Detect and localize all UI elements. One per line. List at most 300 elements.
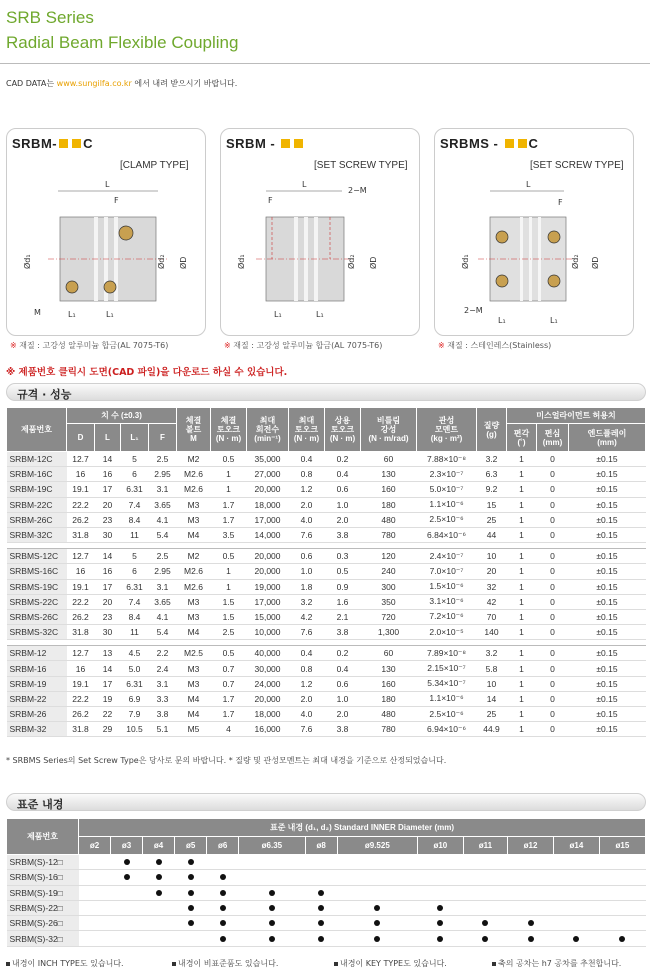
- spec-cell: 1.0: [325, 497, 361, 512]
- bore-size-header: ø4: [143, 837, 175, 855]
- spec-cell: 7.0×10⁻⁷: [417, 564, 477, 579]
- bore-product-name: SRBM(S)-12□: [7, 855, 79, 870]
- bore-cell: [239, 855, 306, 870]
- spec-cell: 60: [361, 646, 417, 661]
- spec-cell: 0: [537, 482, 569, 497]
- spec-cell: 3.2: [477, 452, 507, 467]
- col-bolt: 체결 볼트 M: [177, 408, 211, 452]
- spec-cell: 5.4: [149, 527, 177, 542]
- product-number-link[interactable]: SRBMS-22C: [7, 594, 67, 609]
- spec-cell: 10: [477, 549, 507, 564]
- panel-type-clamp: [CLAMP TYPE]: [120, 160, 189, 171]
- bore-cell: [463, 885, 507, 900]
- spec-cell: 2.1: [325, 609, 361, 624]
- col-torque: 체결 토오크 (N · m): [211, 408, 247, 452]
- bore-cell: [508, 885, 554, 900]
- available-dot: [269, 890, 275, 896]
- spec-cell: 1.2: [289, 482, 325, 497]
- bore-cell: [175, 870, 207, 885]
- bore-cell: [508, 916, 554, 931]
- bore-section-bar: [6, 793, 646, 811]
- available-dot: [188, 859, 194, 865]
- svg-text:L₁: L₁: [106, 310, 114, 319]
- series-subtitle: Radial Beam Flexible Coupling: [6, 33, 239, 52]
- material-clamp: ※ 재질 : 고강성 알루미늄 합금(AL 7075-T6): [10, 341, 169, 350]
- product-number-link[interactable]: SRBMS-19C: [7, 579, 67, 594]
- spec-cell: M3: [177, 512, 211, 527]
- bore-cell: [239, 931, 306, 946]
- col-maxtorque: 최대 토오크 (N · m): [289, 408, 325, 452]
- spec-cell: 2.5: [149, 452, 177, 467]
- col-product: 제품번호: [7, 408, 67, 452]
- spec-section-bar: [6, 383, 646, 401]
- spec-cell: 12.7: [67, 646, 95, 661]
- spec-cell: ±0.15: [569, 722, 646, 737]
- spec-cell: 7.88×10⁻⁸: [417, 452, 477, 467]
- spec-row: [7, 497, 646, 512]
- svg-text:Ød₂: Ød₂: [571, 254, 580, 269]
- spec-cell: 0: [537, 646, 569, 661]
- spec-cell: 0.8: [289, 661, 325, 676]
- svg-text:L₁: L₁: [274, 310, 282, 319]
- spec-cell: 23: [95, 609, 121, 624]
- spec-row: [7, 482, 646, 497]
- bore-cell: [175, 900, 207, 915]
- available-dot: [156, 874, 162, 880]
- spec-cell: 1.5: [211, 609, 247, 624]
- col-misalign: 미스얼라이먼트 허용치: [507, 408, 646, 424]
- spec-row: [7, 609, 646, 624]
- spec-cell: ±0.15: [569, 482, 646, 497]
- bore-cell: [175, 885, 207, 900]
- svg-text:L₁: L₁: [498, 316, 506, 325]
- spec-cell: 2.95: [149, 564, 177, 579]
- bore-cell: [111, 885, 143, 900]
- svg-text:2−M: 2−M: [464, 306, 483, 315]
- bore-cell: [207, 855, 239, 870]
- spec-cell: 0: [537, 527, 569, 542]
- product-number-link[interactable]: SRBM-26C: [7, 512, 67, 527]
- available-dot: [374, 905, 380, 911]
- spec-cell: 8.4: [121, 609, 149, 624]
- bore-section-title: 표준 내경: [17, 798, 64, 811]
- spec-cell: 6: [121, 564, 149, 579]
- spec-cell: 25: [477, 707, 507, 722]
- bore-cell: [599, 885, 645, 900]
- product-number-link[interactable]: SRBM-22: [7, 691, 67, 706]
- spec-cell: ±0.15: [569, 594, 646, 609]
- bore-row: [7, 885, 646, 900]
- bore-cell: [79, 885, 111, 900]
- spec-cell: M3: [177, 594, 211, 609]
- bore-cell: [417, 870, 463, 885]
- bore-product-name: SRBM(S)-19□: [7, 885, 79, 900]
- spec-cell: 1.2: [289, 676, 325, 691]
- spec-cell: ±0.15: [569, 467, 646, 482]
- spec-cell: 0: [537, 497, 569, 512]
- spec-cell: 20: [95, 497, 121, 512]
- spec-cell: 7.6: [289, 722, 325, 737]
- spec-cell: M5: [177, 722, 211, 737]
- bore-cell: [553, 870, 599, 885]
- spec-cell: 7.4: [121, 497, 149, 512]
- bore-cell: [305, 900, 337, 915]
- available-dot: [318, 905, 324, 911]
- available-dot: [318, 890, 324, 896]
- spec-cell: 0.4: [289, 452, 325, 467]
- product-number-link[interactable]: SRBM-19: [7, 676, 67, 691]
- spec-cell: 27,000: [247, 467, 289, 482]
- available-dot: [482, 936, 488, 942]
- spec-cell: 19.1: [67, 482, 95, 497]
- spec-cell: 5.8: [477, 661, 507, 676]
- svg-text:ØD: ØD: [179, 256, 188, 269]
- stainless-type-drawing: [436, 175, 632, 333]
- bore-size-header: ø9.525: [337, 837, 417, 855]
- spec-cell: 7.6: [289, 625, 325, 640]
- available-dot: [269, 936, 275, 942]
- spec-cell: M2.6: [177, 467, 211, 482]
- spec-cell: 0.5: [211, 452, 247, 467]
- col-rpm: 최대 회전수 (min⁻¹): [247, 408, 289, 452]
- spec-cell: 2.0: [325, 512, 361, 527]
- bore-cell: [143, 900, 175, 915]
- spec-cell: 19.1: [67, 579, 95, 594]
- spec-cell: 1.1×10⁻⁶: [417, 691, 477, 706]
- spec-cell: 180: [361, 497, 417, 512]
- available-dot: [528, 920, 534, 926]
- bore-row: [7, 855, 646, 870]
- spec-cell: 0: [537, 549, 569, 564]
- bore-cell: [305, 931, 337, 946]
- svg-text:Ød₁: Ød₁: [461, 254, 470, 269]
- spec-cell: 20,000: [247, 691, 289, 706]
- bore-cell: [239, 916, 306, 931]
- bore-cell: [79, 916, 111, 931]
- product-number-link[interactable]: SRBM-12: [7, 646, 67, 661]
- bore-cell: [553, 931, 599, 946]
- bore-cell: [143, 916, 175, 931]
- spec-cell: 1.7: [211, 691, 247, 706]
- spec-cell: M2: [177, 549, 211, 564]
- spec-cell: 44: [477, 527, 507, 542]
- bore-col-product: 제품번호: [7, 819, 79, 855]
- bore-size-header: ø12: [508, 837, 554, 855]
- spec-cell: 1.6: [325, 594, 361, 609]
- spec-section-title: 규격 · 성능: [17, 388, 72, 401]
- spec-cell: M2: [177, 452, 211, 467]
- spec-cell: 1: [507, 722, 537, 737]
- spec-cell: 1: [507, 609, 537, 624]
- svg-text:ØD: ØD: [591, 256, 600, 269]
- bore-cell: [337, 931, 417, 946]
- product-number-link[interactable]: SRBMS-26C: [7, 609, 67, 624]
- bore-size-header: ø8: [305, 837, 337, 855]
- cad-url-link[interactable]: www.sungilfa.co.kr: [56, 79, 132, 88]
- bore-cell: [463, 916, 507, 931]
- spec-cell: M4: [177, 707, 211, 722]
- spec-cell: 1: [507, 661, 537, 676]
- spec-cell: 1: [507, 676, 537, 691]
- spec-cell: 4.5: [121, 646, 149, 661]
- spec-cell: ±0.15: [569, 579, 646, 594]
- spec-cell: ±0.15: [569, 707, 646, 722]
- spec-cell: 0.3: [325, 549, 361, 564]
- bore-size-header: ø10: [417, 837, 463, 855]
- spec-cell: 4: [211, 722, 247, 737]
- spec-note: * SRBMS Series의 Set Screw Type은 당사로 문의 바랍니다. * 질량 및 관성모멘트는 최대 내경을 기준으로 산정되었습니다.: [6, 756, 447, 765]
- spec-cell: 780: [361, 527, 417, 542]
- available-dot: [482, 920, 488, 926]
- bore-size-header: ø14: [553, 837, 599, 855]
- bore-cell: [79, 931, 111, 946]
- available-dot: [220, 890, 226, 896]
- available-dot: [269, 905, 275, 911]
- spec-cell: ±0.15: [569, 452, 646, 467]
- available-dot: [188, 890, 194, 896]
- spec-cell: 10.5: [121, 722, 149, 737]
- spec-cell: 7.4: [121, 594, 149, 609]
- spec-cell: 160: [361, 482, 417, 497]
- spec-cell: 10: [477, 676, 507, 691]
- bore-row: [7, 870, 646, 885]
- bore-product-name: SRBM(S)-32□: [7, 931, 79, 946]
- svg-text:Ød₂: Ød₂: [157, 254, 166, 269]
- panel-title-setscrew[interactable]: SRBM -: [226, 136, 305, 151]
- spec-cell: 15: [477, 497, 507, 512]
- bore-cell: [553, 916, 599, 931]
- spec-cell: M3: [177, 661, 211, 676]
- spec-cell: 40,000: [247, 646, 289, 661]
- spec-cell: 16: [95, 467, 121, 482]
- svg-text:L₁: L₁: [316, 310, 324, 319]
- spec-cell: 12.7: [67, 452, 95, 467]
- product-number-link[interactable]: SRBM-12C: [7, 452, 67, 467]
- spec-cell: ±0.15: [569, 676, 646, 691]
- spec-cell: 30: [95, 527, 121, 542]
- spec-cell: 3.2: [289, 594, 325, 609]
- bore-cell: [508, 931, 554, 946]
- spec-cell: 1: [507, 482, 537, 497]
- spec-cell: 2.95: [149, 467, 177, 482]
- product-number-link[interactable]: SRBM-32: [7, 722, 67, 737]
- spec-cell: 1.7: [211, 512, 247, 527]
- available-dot: [573, 936, 579, 942]
- spec-table: 제품번호 치 수 (±0.3) 체결 볼트 M 체결 토오크 (N · m) 최대 회전수 (min⁻¹) 최대 토오크 (N · m) 상용 토오크 (N · m) 비틀림 강성 (N · m/rad) 관성 모멘트 (kg · m²) 질량 (g) 미스얼라이먼트 허용치 D L L₁ F 편각 (˚) 편심 (mm) 엔드플레이 (mm) SRBM-12C 12.7 14 5 2.5 M2 0.5 35,000 0.4 0.2 60 7.88×10⁻⁸ 3.2 1 0 ±0.15 SRBM-16C 16 16 6 2.95 M2.6 1 27,000 0.8 0.4 130 2.3×10⁻⁷ 6.3 1 0 ±0.15 SRBM-19C 19.1 17 6.31 3.1 M2.6 1 20,000 1.2 0.6 160 5.0×10⁻⁷ 9.2 1 0 ±0.15 SRBM-22C 22.2 20 7.4 3.65 M3 1.7 18,000 2.0 1.0 180 1.1×10⁻⁶ 15 1 0 ±0.15 SRBM-26C 26.2 23 8.4 4.1 M3 1.7 17,000 4.0 2.0 480 2.5×10⁻⁶ 25 1 0 ±0.15 SRBM-32C 31.8 30 11 5.4 M4 3.5 14,000 7.6 3.8 780 6.84×10⁻⁶ 44 1 0 ±0.15 SRBMS-12C 12.7 14 5 2.5 M2 0.5 20,000 0.6 0.3 120 2.4×10⁻⁷ 10 1 0 ±0.15 SRBMS-16C 16 16 6 2.95 M2.6 1 20,000 1.0 0.5 240 7.0×10⁻⁷ 20 1 0 ±0.15 SRBMS-19C 19.1 17 6.31 3.1 M2.6 1 19,000 1.8 0.9 300 1.5×10⁻⁶ 32 1 0 ±0.15 SRBMS-22C 22.2 20 7.4 3.65 M3 1.5 17,000 3.2 1.6 350 3.1×10⁻⁶ 42 1 0 ±0.15 SRBMS-26C 26.2 23 8.4 4.1 M3 1.5 15,000 4.2 2.1 720 7.2×10⁻⁶ 70 1 0 ±0.15 SRBMS-32C 31.8 30 11 5.4 M4 2.5 10,000 7.6 3.8 1,300 2.0×10⁻⁵ 140 1 0 ±0.15 SRBM-12 12.7 13 4.5 2.2 M2.5 0.5 40,000 0.4 0.2 60 7.89×10⁻⁸ 3.2 1 0 ±0.15 SRBM-16 16 14 5.0 2.4 M3 0.7 30,000 0.8 0.4 130 2.15×10⁻⁷ 5.8 1 0 ±0.15 SRBM-19 19.1 17 6.31 3.1 M3 0.7 24,000 1.2 0.6 160 5.34×10⁻⁷ 10 1 0 ±0.15 SRBM-22 22.2 19 6.9 3.3 M4 1.7 20,000 2.0 1.0 180 1.1×10⁻⁶ 14 1 0 ±0.15 SRBM-26 26.2 22 7.9 3.8 M4 1.7 18,000 4.0 2.0 480 2.5×10⁻⁶ 25 1 0 ±0.15 SRBM-32 31.8 29 10.5 5.1 M5 4 16,000 7.6 3.8 780 6.94×10⁻⁶ 44.9 1 0 ±0.15: [6, 407, 646, 737]
- spec-cell: 3.1: [149, 676, 177, 691]
- spec-cell: 6.31: [121, 676, 149, 691]
- spec-cell: 1.1×10⁻⁶: [417, 497, 477, 512]
- available-dot: [220, 905, 226, 911]
- product-number-link[interactable]: SRBM-19C: [7, 482, 67, 497]
- col-inertia: 관성 모멘트 (kg · m²): [417, 408, 477, 452]
- header-divider: [0, 63, 650, 64]
- bore-cell: [305, 855, 337, 870]
- spec-cell: ±0.15: [569, 527, 646, 542]
- bore-cell: [207, 916, 239, 931]
- spec-cell: 5.0: [121, 661, 149, 676]
- bore-cell: [508, 900, 554, 915]
- bore-cell: [79, 900, 111, 915]
- spec-cell: 0.9: [325, 579, 361, 594]
- spec-cell: 2.2: [149, 646, 177, 661]
- spec-cell: 7.9: [121, 707, 149, 722]
- spec-cell: 1.7: [211, 497, 247, 512]
- bore-cell: [417, 885, 463, 900]
- spec-cell: 23: [95, 512, 121, 527]
- bore-cell: [79, 855, 111, 870]
- spec-cell: 22.2: [67, 497, 95, 512]
- spec-cell: 17: [95, 579, 121, 594]
- spec-cell: 2.5: [211, 625, 247, 640]
- product-number-link[interactable]: SRBM-26: [7, 707, 67, 722]
- spec-cell: 300: [361, 579, 417, 594]
- bore-cell: [599, 900, 645, 915]
- spec-row: [7, 722, 646, 737]
- available-dot: [619, 936, 625, 942]
- spec-cell: 0: [537, 579, 569, 594]
- spec-cell: 1: [507, 452, 537, 467]
- available-dot: [156, 859, 162, 865]
- spec-cell: 24,000: [247, 676, 289, 691]
- footnote-inch: 내경이 INCH TYPE도 있습니다.: [6, 958, 124, 969]
- bore-col-title: 표준 내경 (d₁, d₂) Standard INNER Diameter (mm): [79, 819, 646, 837]
- panel-title-clamp[interactable]: SRBM- C: [12, 136, 93, 151]
- panel-title-stainless[interactable]: SRBMS - C: [440, 136, 539, 151]
- spec-row: [7, 564, 646, 579]
- spec-cell: 0.6: [289, 549, 325, 564]
- spec-cell: 1.5: [211, 594, 247, 609]
- bore-cell: [463, 870, 507, 885]
- product-number-link[interactable]: SRBMS-12C: [7, 549, 67, 564]
- bore-cell: [207, 900, 239, 915]
- bore-cell: [463, 931, 507, 946]
- bore-cell: [207, 885, 239, 900]
- spec-cell: 20,000: [247, 564, 289, 579]
- spec-cell: 29: [95, 722, 121, 737]
- col-normtorque: 상용 토오크 (N · m): [325, 408, 361, 452]
- bore-cell: [337, 870, 417, 885]
- bore-cell: [417, 855, 463, 870]
- spec-cell: 1: [211, 482, 247, 497]
- bore-cell: [305, 870, 337, 885]
- bore-cell: [599, 916, 645, 931]
- spec-cell: 0.5: [325, 564, 361, 579]
- panel-type-setscrew: [SET SCREW TYPE]: [314, 160, 408, 171]
- product-number-link[interactable]: SRBM-22C: [7, 497, 67, 512]
- spec-cell: 17: [95, 482, 121, 497]
- spec-cell: 1: [507, 579, 537, 594]
- spec-cell: 0: [537, 625, 569, 640]
- spec-cell: 5.0×10⁻⁷: [417, 482, 477, 497]
- spec-cell: 0: [537, 661, 569, 676]
- svg-text:ØD: ØD: [369, 256, 378, 269]
- spec-cell: 2.4: [149, 661, 177, 676]
- bore-cell: [207, 931, 239, 946]
- panel-type-stainless: [SET SCREW TYPE]: [530, 160, 624, 171]
- series-title: SRB Series: [6, 8, 94, 27]
- spec-cell: 20: [95, 594, 121, 609]
- spec-cell: 1,300: [361, 625, 417, 640]
- cad-data-notice: CAD DATA는 www.sungilfa.co.kr 에서 내려 받으시기 바랍니다.: [6, 79, 238, 88]
- product-number-link[interactable]: SRBMS-16C: [7, 564, 67, 579]
- bore-row: [7, 916, 646, 931]
- spec-cell: 17,000: [247, 512, 289, 527]
- spec-cell: 7.6: [289, 527, 325, 542]
- spec-cell: 14: [95, 661, 121, 676]
- spec-cell: 0.2: [325, 452, 361, 467]
- available-dot: [437, 936, 443, 942]
- bore-cell: [337, 855, 417, 870]
- available-dot: [188, 920, 194, 926]
- spec-cell: 3.3: [149, 691, 177, 706]
- spec-cell: M4: [177, 527, 211, 542]
- bore-cell: [143, 855, 175, 870]
- svg-text:M: M: [34, 308, 41, 317]
- bore-cell: [111, 916, 143, 931]
- available-dot: [437, 920, 443, 926]
- spec-cell: 6.94×10⁻⁶: [417, 722, 477, 737]
- spec-cell: 1.0: [325, 691, 361, 706]
- available-dot: [269, 920, 275, 926]
- spec-cell: 1.7: [211, 707, 247, 722]
- spec-cell: 1: [507, 625, 537, 640]
- bore-cell: [417, 900, 463, 915]
- spec-cell: 3.8: [149, 707, 177, 722]
- spec-cell: 22.2: [67, 594, 95, 609]
- spec-cell: ±0.15: [569, 625, 646, 640]
- spec-row: [7, 625, 646, 640]
- spec-cell: 180: [361, 691, 417, 706]
- bore-cell: [508, 870, 554, 885]
- spec-cell: 4.0: [289, 512, 325, 527]
- spec-cell: 31.8: [67, 625, 95, 640]
- product-number-link[interactable]: SRBM-32C: [7, 527, 67, 542]
- footnote-nonstandard: 내경이 비표준품도 있습니다.: [172, 958, 278, 969]
- product-number-link[interactable]: SRBMS-32C: [7, 625, 67, 640]
- spec-row: [7, 579, 646, 594]
- spec-cell: M4: [177, 691, 211, 706]
- spec-cell: 13: [95, 646, 121, 661]
- spec-cell: 11: [121, 625, 149, 640]
- product-number-link[interactable]: SRBM-16C: [7, 467, 67, 482]
- spec-cell: 19.1: [67, 676, 95, 691]
- available-dot: [437, 905, 443, 911]
- bore-cell: [239, 870, 306, 885]
- spec-cell: 5: [121, 549, 149, 564]
- spec-cell: 1: [507, 646, 537, 661]
- spec-cell: ±0.15: [569, 661, 646, 676]
- spec-cell: 4.1: [149, 512, 177, 527]
- spec-cell: 26.2: [67, 609, 95, 624]
- product-number-link[interactable]: SRBM-16: [7, 661, 67, 676]
- spec-row: [7, 452, 646, 467]
- spec-cell: 3.8: [325, 527, 361, 542]
- bore-cell: [207, 870, 239, 885]
- spec-cell: 31.8: [67, 722, 95, 737]
- bore-cell: [553, 855, 599, 870]
- bore-table: [6, 818, 646, 947]
- spec-cell: 31.8: [67, 527, 95, 542]
- spec-cell: 2.15×10⁻⁷: [417, 661, 477, 676]
- label-L: L: [105, 180, 110, 189]
- spec-cell: 19: [95, 691, 121, 706]
- spec-cell: M4: [177, 625, 211, 640]
- spec-cell: 11: [121, 527, 149, 542]
- spec-cell: 5.4: [149, 625, 177, 640]
- available-dot: [220, 936, 226, 942]
- spec-row: [7, 676, 646, 691]
